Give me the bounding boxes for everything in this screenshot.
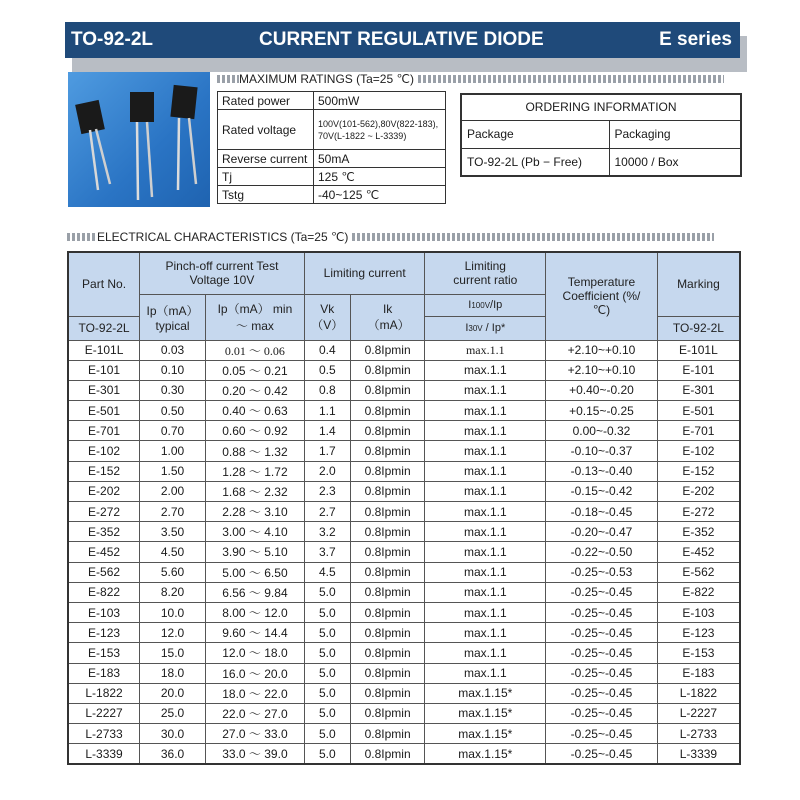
temp-coef-cell: -0.25~-0.45: [546, 724, 658, 744]
temp-coef-cell: +0.40~-0.20: [546, 380, 658, 400]
header-banner: [65, 22, 740, 58]
temp-coef-cell: -0.25~-0.45: [546, 703, 658, 723]
part-no-cell: L-2227: [68, 703, 140, 723]
vk-header: [304, 294, 350, 340]
ip-typical-label: Ip（mA）typical: [146, 303, 199, 333]
current-ratio-cell: max.1.1: [425, 380, 546, 400]
ip-typical-cell: 0.03: [140, 340, 206, 360]
ip-typical-cell: 25.0: [140, 703, 206, 723]
ip-typical-cell: 0.30: [140, 380, 206, 400]
vk-cell: 2.7: [304, 502, 350, 522]
table-row: [68, 380, 740, 400]
table-row: [68, 643, 740, 663]
vk-cell: 2.3: [304, 481, 350, 501]
ratio-100v-sub: 100V: [471, 301, 491, 310]
part-no-cell: E-452: [68, 542, 140, 562]
marking-cell: E-101L: [657, 340, 740, 360]
current-ratio-cell: max.1.1: [425, 441, 546, 461]
part-no-cell: L-2733: [68, 724, 140, 744]
ip-typical-cell: 10.0: [140, 602, 206, 622]
temp-coef-cell: -0.25~-0.45: [546, 663, 658, 683]
ip-typical-cell: 5.60: [140, 562, 206, 582]
temp-coef-cell: -0.15~-0.42: [546, 481, 658, 501]
marking-cell: E-452: [657, 542, 740, 562]
marking-cell: E-562: [657, 562, 740, 582]
table-header-row: [68, 252, 740, 294]
vk-cell: 0.5: [304, 360, 350, 380]
ratio-100v-tail: /Ip: [490, 299, 503, 311]
table-row: [461, 94, 741, 120]
part-no-cell: L-3339: [68, 744, 140, 764]
ik-cell: 0.8Ipmin: [350, 582, 425, 602]
packaging-value: 10000 / Box: [609, 148, 741, 176]
temp-coef-cell: -0.25~-0.45: [546, 623, 658, 643]
ik-cell: 0.8Ipmin: [350, 360, 425, 380]
ip-range-cell: 0.01 ～ 0.06: [206, 340, 305, 360]
rating-label: Tstg: [218, 186, 314, 204]
diode-image: [68, 72, 210, 207]
temp-coef-cell: -0.25~-0.45: [546, 744, 658, 764]
temp-coef-cell: -0.22~-0.50: [546, 542, 658, 562]
part-no-cell: E-152: [68, 461, 140, 481]
ip-range-cell: 16.0 ～ 20.0: [206, 663, 305, 683]
ip-range-cell: 0.05 ～ 0.21: [206, 360, 305, 380]
ik-cell: 0.8Ipmin: [350, 542, 425, 562]
ik-cell: 0.8Ipmin: [350, 421, 425, 441]
ip-typical-cell: 36.0: [140, 744, 206, 764]
vk-cell: 2.0: [304, 461, 350, 481]
marking-cell: E-822: [657, 582, 740, 602]
marking-cell: E-272: [657, 502, 740, 522]
vk-cell: 0.8: [304, 380, 350, 400]
rating-value: 50mA: [314, 150, 446, 168]
temp-coef-cell: +0.15~-0.25: [546, 401, 658, 421]
ip-range-header: [206, 294, 305, 340]
table-row: [68, 582, 740, 602]
ip-typical-cell: 1.50: [140, 461, 206, 481]
ik-cell: 0.8Ipmin: [350, 744, 425, 764]
ratio-30v-tail: / Ip*: [482, 322, 506, 334]
vk-cell: 0.4: [304, 340, 350, 360]
marking-cell: L-2733: [657, 724, 740, 744]
current-ratio-cell: max.1.1: [425, 663, 546, 683]
marking-cell: E-501: [657, 401, 740, 421]
ip-range-cell: 0.60 ～ 0.92: [206, 421, 305, 441]
package-title: TO-92-2L: [71, 29, 154, 50]
temp-coef-cell: -0.25~-0.53: [546, 562, 658, 582]
vk-cell: 4.5: [304, 562, 350, 582]
vk-label: Vk （V）: [311, 301, 344, 332]
packaging-header: Packaging: [609, 120, 741, 148]
ip-range-cell: 5.00 ～ 6.50: [206, 562, 305, 582]
vk-cell: 1.7: [304, 441, 350, 461]
part-no-cell: E-101L: [68, 340, 140, 360]
ik-cell: 0.8Ipmin: [350, 703, 425, 723]
marking-cell: E-202: [657, 481, 740, 501]
current-ratio-cell: max.1.1: [425, 602, 546, 622]
ip-typical-cell: 12.0: [140, 623, 206, 643]
table-row: [218, 186, 446, 204]
pinch-off-header: [140, 252, 305, 294]
current-ratio-cell: max.1.15*: [425, 683, 546, 703]
temp-coef-cell: -0.20~-0.47: [546, 522, 658, 542]
current-ratio-cell: max.1.1: [425, 461, 546, 481]
marking-header: Marking: [657, 252, 740, 316]
vk-cell: 1.1: [304, 401, 350, 421]
current-ratio-cell: max.1.1: [425, 623, 546, 643]
table-row: [68, 360, 740, 380]
current-ratio-cell: max.1.1: [425, 542, 546, 562]
ip-typical-cell: 1.00: [140, 441, 206, 461]
ik-cell: 0.8Ipmin: [350, 643, 425, 663]
ip-typical-cell: 20.0: [140, 683, 206, 703]
ip-typical-cell: 2.70: [140, 502, 206, 522]
table-row: [461, 120, 741, 148]
part-no-cell: E-701: [68, 421, 140, 441]
ik-cell: 0.8Ipmin: [350, 380, 425, 400]
dotted-bar: [217, 75, 239, 83]
marking-sub-header: TO-92-2L: [657, 316, 740, 340]
marking-cell: E-352: [657, 522, 740, 542]
marking-cell: L-3339: [657, 744, 740, 764]
marking-cell: E-101: [657, 360, 740, 380]
dotted-bar: [352, 233, 714, 241]
ip-range-cell: 8.00 ～ 12.0: [206, 602, 305, 622]
rating-label: Tj: [218, 168, 314, 186]
electrical-table-body: [68, 340, 740, 764]
temp-coef-cell: -0.25~-0.45: [546, 643, 658, 663]
ik-cell: 0.8Ipmin: [350, 401, 425, 421]
part-no-cell: E-301: [68, 380, 140, 400]
part-no-cell: L-1822: [68, 683, 140, 703]
marking-cell: E-183: [657, 663, 740, 683]
ip-range-cell: 0.40 ～ 0.63: [206, 401, 305, 421]
ip-typical-cell: 0.50: [140, 401, 206, 421]
ip-typical-cell: 8.20: [140, 582, 206, 602]
table-row: [68, 481, 740, 501]
part-no-cell: E-562: [68, 562, 140, 582]
rating-value: 125 ℃: [314, 168, 446, 186]
current-ratio-cell: max.1.15*: [425, 744, 546, 764]
current-ratio-cell: max.1.1: [425, 481, 546, 501]
part-no-cell: E-123: [68, 623, 140, 643]
rating-label: Reverse current: [218, 150, 314, 168]
table-row: [68, 663, 740, 683]
temp-coef-cell: -0.10~-0.37: [546, 441, 658, 461]
ip-range-cell: 18.0 ～ 22.0: [206, 683, 305, 703]
vk-cell: 5.0: [304, 724, 350, 744]
ip-range-cell: 1.68 ～ 2.32: [206, 481, 305, 501]
ratio-30v-main: I: [465, 322, 469, 334]
marking-cell: E-152: [657, 461, 740, 481]
ik-cell: 0.8Ipmin: [350, 663, 425, 683]
limiting-current-header: Limiting current: [304, 252, 425, 294]
ip-range-cell: 0.88 ～ 1.32: [206, 441, 305, 461]
ip-range-cell: 33.0 ～ 39.0: [206, 744, 305, 764]
marking-cell: L-1822: [657, 683, 740, 703]
current-ratio-cell: max.1.1: [425, 643, 546, 663]
vk-cell: 3.2: [304, 522, 350, 542]
part-no-cell: E-102: [68, 441, 140, 461]
table-row: [68, 542, 740, 562]
vk-cell: 5.0: [304, 623, 350, 643]
table-row: [68, 340, 740, 360]
rating-value: -40~125 ℃: [314, 186, 446, 204]
electrical-heading: [67, 230, 714, 244]
temp-coef-cell: +2.10~+0.10: [546, 340, 658, 360]
table-row: [218, 168, 446, 186]
part-no-cell: E-272: [68, 502, 140, 522]
table-row: [68, 461, 740, 481]
table-row: [68, 602, 740, 622]
ik-header: [350, 294, 425, 340]
dotted-bar: [418, 75, 724, 83]
ip-typical-cell: 2.00: [140, 481, 206, 501]
ordering-title: ORDERING INFORMATION: [461, 94, 741, 120]
ik-cell: 0.8Ipmin: [350, 441, 425, 461]
ip-range-cell: 0.20 ～ 0.42: [206, 380, 305, 400]
ratio-100v-header: [425, 294, 546, 316]
table-row: [461, 148, 741, 176]
table-row: [68, 421, 740, 441]
current-ratio-cell: max.1.15*: [425, 724, 546, 744]
ip-range-cell: 1.28 ～ 1.72: [206, 461, 305, 481]
ip-range-label: Ip（mA） min ～ max: [217, 302, 293, 333]
table-row: [68, 502, 740, 522]
table-row: [68, 522, 740, 542]
ratio-30v-sub: 30V: [468, 324, 483, 333]
vk-cell: 5.0: [304, 703, 350, 723]
part-no-cell: E-352: [68, 522, 140, 542]
temp-coef-cell: -0.13~-0.40: [546, 461, 658, 481]
temp-coef-cell: -0.25~-0.45: [546, 582, 658, 602]
ik-cell: 0.8Ipmin: [350, 724, 425, 744]
rating-label: Rated power: [218, 92, 314, 110]
ip-range-cell: 2.28 ～ 3.10: [206, 502, 305, 522]
vk-cell: 1.4: [304, 421, 350, 441]
electrical-table: [67, 251, 741, 765]
ip-range-cell: 9.60 ～ 14.4: [206, 623, 305, 643]
package-value: TO-92-2L (Pb − Free): [461, 148, 609, 176]
part-no-header: Part No.: [68, 252, 140, 316]
table-row: [68, 683, 740, 703]
temp-coef-cell: -0.18~-0.45: [546, 502, 658, 522]
ik-cell: 0.8Ipmin: [350, 562, 425, 582]
temp-coef-cell: -0.25~-0.45: [546, 683, 658, 703]
rating-value: 500mW: [314, 92, 446, 110]
current-ratio-cell: max.1.1: [425, 340, 546, 360]
ik-cell: 0.8Ipmin: [350, 461, 425, 481]
temp-coef-cell: 0.00~-0.32: [546, 421, 658, 441]
part-no-cell: E-822: [68, 582, 140, 602]
ratio-100v-main: I: [468, 299, 472, 311]
current-ratio-cell: max.1.1: [425, 502, 546, 522]
limiting-ratio-label: Limiting current ratio: [453, 259, 518, 288]
vk-cell: 5.0: [304, 663, 350, 683]
table-row: [68, 744, 740, 764]
part-no-cell: E-103: [68, 602, 140, 622]
ik-cell: 0.8Ipmin: [350, 683, 425, 703]
ordering-info-table: [460, 93, 742, 177]
marking-cell: E-153: [657, 643, 740, 663]
part-sub-header: TO-92-2L: [68, 316, 140, 340]
table-row: [218, 150, 446, 168]
marking-cell: E-123: [657, 623, 740, 643]
electrical-title: ELECTRICAL CHARACTERISTICS (Ta=25 ℃): [97, 230, 349, 244]
max-ratings-title: MAXIMUM RATINGS (Ta=25 ℃): [239, 72, 414, 86]
product-photo: [68, 72, 210, 207]
dotted-bar: [67, 233, 97, 241]
ip-typical-cell: 3.50: [140, 522, 206, 542]
rating-label: Rated voltage: [218, 110, 314, 150]
series-title: E series: [659, 29, 732, 50]
current-ratio-cell: max.1.1: [425, 401, 546, 421]
part-no-cell: E-101: [68, 360, 140, 380]
vk-cell: 5.0: [304, 643, 350, 663]
table-row: [68, 703, 740, 723]
vk-cell: 5.0: [304, 582, 350, 602]
page-title: CURRENT REGULATIVE DIODE: [259, 29, 544, 50]
ik-cell: 0.8Ipmin: [350, 522, 425, 542]
ik-label: Ik （mA）: [367, 301, 410, 332]
ip-typical-cell: 4.50: [140, 542, 206, 562]
ik-cell: 0.8Ipmin: [350, 623, 425, 643]
temp-coef-cell: -0.25~-0.45: [546, 602, 658, 622]
ip-range-cell: 6.56 ～ 9.84: [206, 582, 305, 602]
ip-range-cell: 22.0 ～ 27.0: [206, 703, 305, 723]
part-no-cell: E-202: [68, 481, 140, 501]
ip-range-cell: 3.00 ～ 4.10: [206, 522, 305, 542]
ik-cell: 0.8Ipmin: [350, 481, 425, 501]
temp-coef-cell: +2.10~+0.10: [546, 360, 658, 380]
temp-coef-header: [546, 252, 658, 340]
ip-typical-cell: 0.10: [140, 360, 206, 380]
part-no-cell: E-501: [68, 401, 140, 421]
part-no-cell: E-153: [68, 643, 140, 663]
current-ratio-cell: max.1.1: [425, 522, 546, 542]
ip-range-cell: 27.0 ～ 33.0: [206, 724, 305, 744]
current-ratio-cell: max.1.15*: [425, 703, 546, 723]
package-header: Package: [461, 120, 609, 148]
current-ratio-cell: max.1.1: [425, 421, 546, 441]
part-no-cell: E-183: [68, 663, 140, 683]
ip-typical-cell: 0.70: [140, 421, 206, 441]
table-row: [68, 724, 740, 744]
max-ratings-heading: [217, 72, 724, 86]
ip-typical-cell: 18.0: [140, 663, 206, 683]
ip-range-cell: 12.0 ～ 18.0: [206, 643, 305, 663]
vk-cell: 5.0: [304, 602, 350, 622]
vk-cell: 3.7: [304, 542, 350, 562]
max-ratings-table: [217, 91, 446, 204]
ip-range-cell: 3.90 ～ 5.10: [206, 542, 305, 562]
ratio-30v-header: [425, 316, 546, 340]
pinch-off-label: Pinch-off current Test Voltage 10V: [165, 259, 279, 288]
ik-cell: 0.8Ipmin: [350, 502, 425, 522]
temp-coef-label: Temperature Coefficient (%/ ℃): [562, 275, 641, 318]
current-ratio-cell: max.1.1: [425, 360, 546, 380]
table-row: [218, 110, 446, 150]
limiting-ratio-header: [425, 252, 546, 294]
current-ratio-cell: max.1.1: [425, 562, 546, 582]
rating-value: 100V(101-562),80V(822-183), 70V(L-1822 ~ L-3339): [314, 110, 446, 150]
ik-cell: 0.8Ipmin: [350, 602, 425, 622]
marking-cell: E-701: [657, 421, 740, 441]
marking-cell: E-103: [657, 602, 740, 622]
vk-cell: 5.0: [304, 744, 350, 764]
table-row: [68, 562, 740, 582]
vk-cell: 5.0: [304, 683, 350, 703]
marking-cell: E-102: [657, 441, 740, 461]
current-ratio-cell: max.1.1: [425, 582, 546, 602]
table-row: [68, 441, 740, 461]
marking-cell: L-2227: [657, 703, 740, 723]
table-row: [68, 623, 740, 643]
ip-typical-cell: 30.0: [140, 724, 206, 744]
marking-cell: E-301: [657, 380, 740, 400]
ik-cell: 0.8Ipmin: [350, 340, 425, 360]
table-row: [68, 401, 740, 421]
ip-typical-cell: 15.0: [140, 643, 206, 663]
table-row: [218, 92, 446, 110]
ip-typical-header: [140, 294, 206, 340]
